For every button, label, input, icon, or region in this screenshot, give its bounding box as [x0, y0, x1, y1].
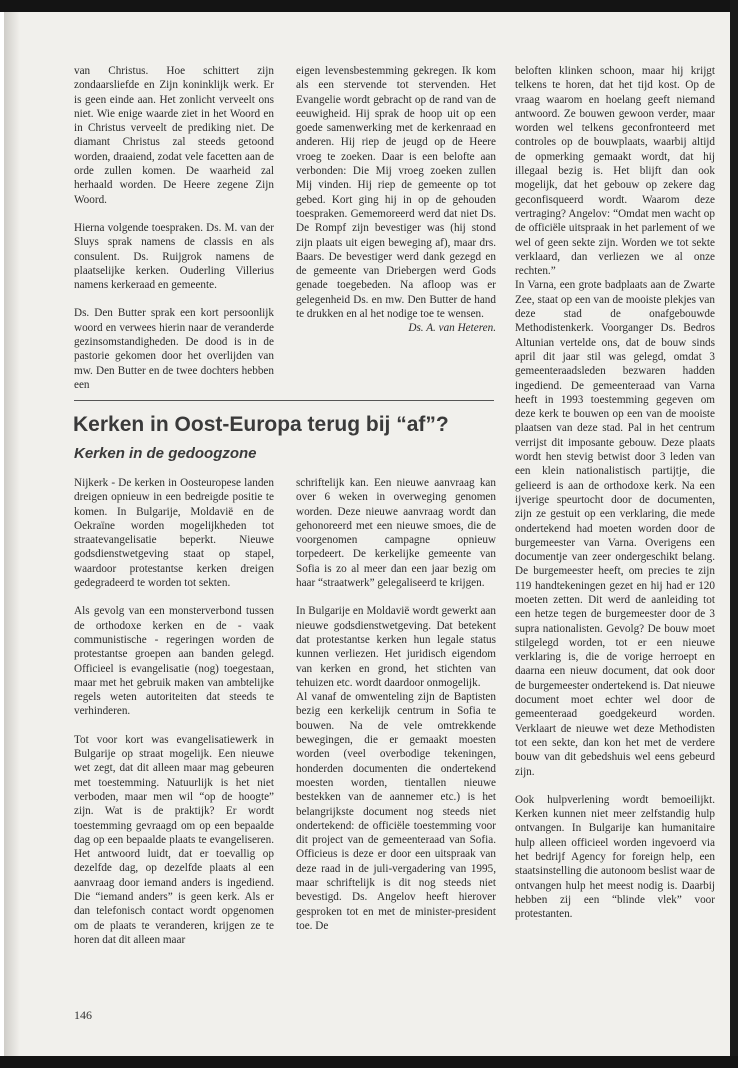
previous-article-column-2	[296, 64, 496, 336]
scan-border-right	[730, 0, 738, 1068]
paragraph: schriftelijk kan. Een nieuwe aanvraag kan over 6 weken in overweging genomen worden. Deze nieuwe aanvraag wordt dan gehonoreerd met een nieuwe smoes, die de voorgenomen campagne opnieuw torpedeert. De kerkelijke gemeente van Sofia is zo al meer dan een jaar bezig om haar “straatwerk” gelegaliseerd te krijgen.	[296, 477, 496, 590]
signature: Ds. A. van Heteren.	[408, 322, 496, 335]
scan-border-bottom	[0, 1056, 738, 1068]
paragraph: beloften klinken schoon, maar hij krijgt telkens te horen, dat het tijd kost. Op de vraag waarom en hoelang geeft niemand antwoord. Ze bouwen gewoon verder, maar worden wel telkens geconfronteerd met controles op de bouwplaats, waarbij altijd de opmerking gemaakt wordt, dat hij illegaal bezig is. Het blijft dan ook mogelijk, dat het gebouw op zekere dag geconfisqueerd wordt. Waarom deze vertraging? Angelov: “Omdat men wacht op de officiële uitspraak in het parlement of we wel of geen sekte zijn. Worden we tot sekte verklaard, dan verliezen we al onze rechten.”	[515, 65, 715, 278]
paragraph: In Bulgarije en Moldavië wordt gewerkt aan nieuwe godsdienstwetgeving. Dat betekent dat protestantse kerken hun legale status kunnen verliezen. Het juridisch eigendom van kerken en grond, het stichten van tehuizen etc. wordt daardoor onmogelijk.	[296, 605, 496, 689]
paragraph: Ds. Den Butter sprak een kort persoonlijk woord en verwees hierin naar de veranderde gezinsomstandigheden. De dood is in de pastorie gekomen door het overlijden van mw. Den Butter en de twee dochters hebben een	[74, 307, 274, 391]
section-divider	[74, 400, 494, 401]
paragraph: In Varna, een grote badplaats aan de Zwarte Zee, staat op een van de mooiste plekjes van deze stad de onafgebouwde Methodistenkerk. Voorganger Ds. Bedros Altunian vertelde ons, dat de bouw sinds april dit jaar stil was gelegd, omdat 3 gemeenteraadsleden bezwaren hadden ingediend. De gemeenteraad van Varna heeft in 1993 toestemming gegeven om deze kerk te bouwen op een van de mooiste plaatsen van deze stad. Pal in het centrum verrijst dit imposante gebouw. Deze plaats wordt hen stevig betwist door 3 leden van een klein nationalistisch partijtje, die gelieerd is aan de orthodoxe kerk. Na een ijverige speurtocht door de documenten, zijn ze gestuit op een verklaring, die mede ondertekend had moeten worden door de burgemeester van Varna. Overigens een documentje van zeer ondergeschikt belang. De burgemeester heeft, om precies te zijn 119 handtekeningen gezet en hij had er 120 moeten zetten. Dit werd de aanleiding tot een hetze tegen de burgemeester door de 3 supra nationalisten. Gevolg? De bouw moet stilgelegd worden, tot er een nieuwe verklaring is, die de vorige herroept en daarna een nieuw document, dat ook door de burgemeester ondertekend is. Dat nieuwe document moet echter wel door de gemeenteraad goedgekeurd worden. Verklaart de nieuwe wet deze Methodisten tot een sekte, dan kon het met de verdere bouw van dit gebedshuis wel eens gebeurd zijn.	[515, 279, 715, 778]
paragraph: Ook hulpverlening wordt bemoeilijkt. Kerken kunnen niet meer zelfstandig hulp ontvangen. In Bulgarije kan humanitaire hulp alleen officieel worden ingevoerd via het bedrijf Agency for foreign help, een staatsinstelling die autonoom beslist waar de ontvangen hulp het meest nodig is. Daarbij hebben zij een “blinde vlek” voor protestanten.	[515, 793, 715, 921]
paragraph: Nijkerk - De kerken in Oosteuropese landen dreigen opnieuw in een bedreigde positie te komen. In Bulgarije, Moldavië en de Oekraïne worden mogelijkheden tot straatevangelisatie beperkt. Nieuwe godsdienstwetgeving staat op stapel, waardoor protestantse kerken dreigen gedegradeerd te worden tot sekten.	[74, 477, 274, 590]
article-column-1	[74, 476, 274, 947]
article-column-3	[515, 64, 715, 922]
page-number: 146	[74, 1008, 92, 1022]
scan-border-top	[0, 0, 738, 12]
paragraph: Tot voor kort was evangelisatiewerk in Bulgarije op straat mogelijk. Een nieuwe wet zegt, dat dit alleen maar mag gebeuren met toestemming. Natuurlijk is het niet verboden, maar men wil “op de hoogte” zijn. Wat is de praktijk? Er wordt toestemming gevraagd om op een bepaalde dag op een bepaalde plaats te evangeliseren. Het antwoord luidt, dat er toevallig op dezelfde dag, op dezelfde plaats al een aanvraag door iemand anders is ingediend. Die “iemand anders” is geen kerk. Als er dan telefonisch contact wordt opgenomen om de plaats te veranderen, krijgen ze te horen dat dit alleen maar	[74, 733, 274, 946]
previous-article-column-1	[74, 64, 274, 392]
article-column-2	[296, 476, 496, 933]
paragraph: van Christus. Hoe schittert zijn zondaarsliefde en Zijn koninklijk werk. Er is geen einde aan. Het zonlicht verveelt ons niet. Wie enige waarde ziet in het Woord en in Christus verveelt de prediking niet. De diamant Christus zal steeds getoond worden, draaiend, zodat vele facetten aan de orde zullen komen. De waarheid zal herhaald worden. De Heere zegene Zijn Woord.	[74, 65, 274, 206]
paragraph: Al vanaf de omwenteling zijn de Baptisten bezig een kerkelijk centrum in Sofia te bouwen. Na de vele omtrekkende bewegingen, die er gemaakt moesten worden (veel overbodige tekeningen, honderden documenten die ondertekend moesten worden, tientallen nieuwe bestekken van de aannemer etc.) is het belangrijkste document nog steeds niet ondertekend: de officiële toestemming voor dit project van de gemeenteraad van Sofia. Officieus is deze er door een uitspraak van deze raad in de juli-vergadering van 1995, maar schriftelijk is dit nog steeds niet bevestigd. Ds. Angelov heeft hierover gesproken tot en met de minister-president toe. De	[296, 691, 496, 932]
paragraph: Als gevolg van een monsterverbond tussen de orthodoxe kerken en de - vaak communistische - regeringen worden de protestantse groepen aan banden gelegd. Officieel is evangelisatie (nog) toegestaan, maar met het gebruik maken van ambtelijke regels weten autoriteiten dat steeds te verhinderen.	[74, 605, 274, 718]
page-gutter-shadow	[4, 12, 20, 1056]
article-headline: Kerken in Oost-Europa terug bij “af”?	[73, 413, 449, 436]
paragraph: eigen levensbestemming gekregen. Ik kom als een stervende tot stervenden. Het Evangelie wordt gebracht op de rand van de eeuwigheid. Hij sprak de hoop uit op een goede samenwerking met de kerkenraad en anderen. Hij riep de jeugd op de Heere vroeg te zoeken. Daar is een belofte aan verbonden: Die Mij vroeg zoeken zullen Mij vinden. Hij riep de gemeente op tot gebed. Kort ging hij in op de gehouden toespraken. Gememoreerd werd dat niet Ds. De Rompf zijn bevestiger was (hij stond zijn plaats uit eigen beweging af), maar drs. Baars. De bevestiger werd dank gezegd en de gemeente van Driebergen werd Gods genade toegebeden. Na afloop was er gelegenheid Ds. en mw. Den Butter de hand te drukken en al het nodige toe te wensen.	[296, 65, 496, 321]
article-subheadline: Kerken in de gedoogzone	[74, 445, 257, 462]
paragraph: Hierna volgende toespraken. Ds. M. van der Sluys sprak namens de classis en als consulent. Ds. Ruijgrok namens de plaatselijke kerken. Ouderling Villerius namens kerkeraad en gemeente.	[74, 221, 274, 292]
